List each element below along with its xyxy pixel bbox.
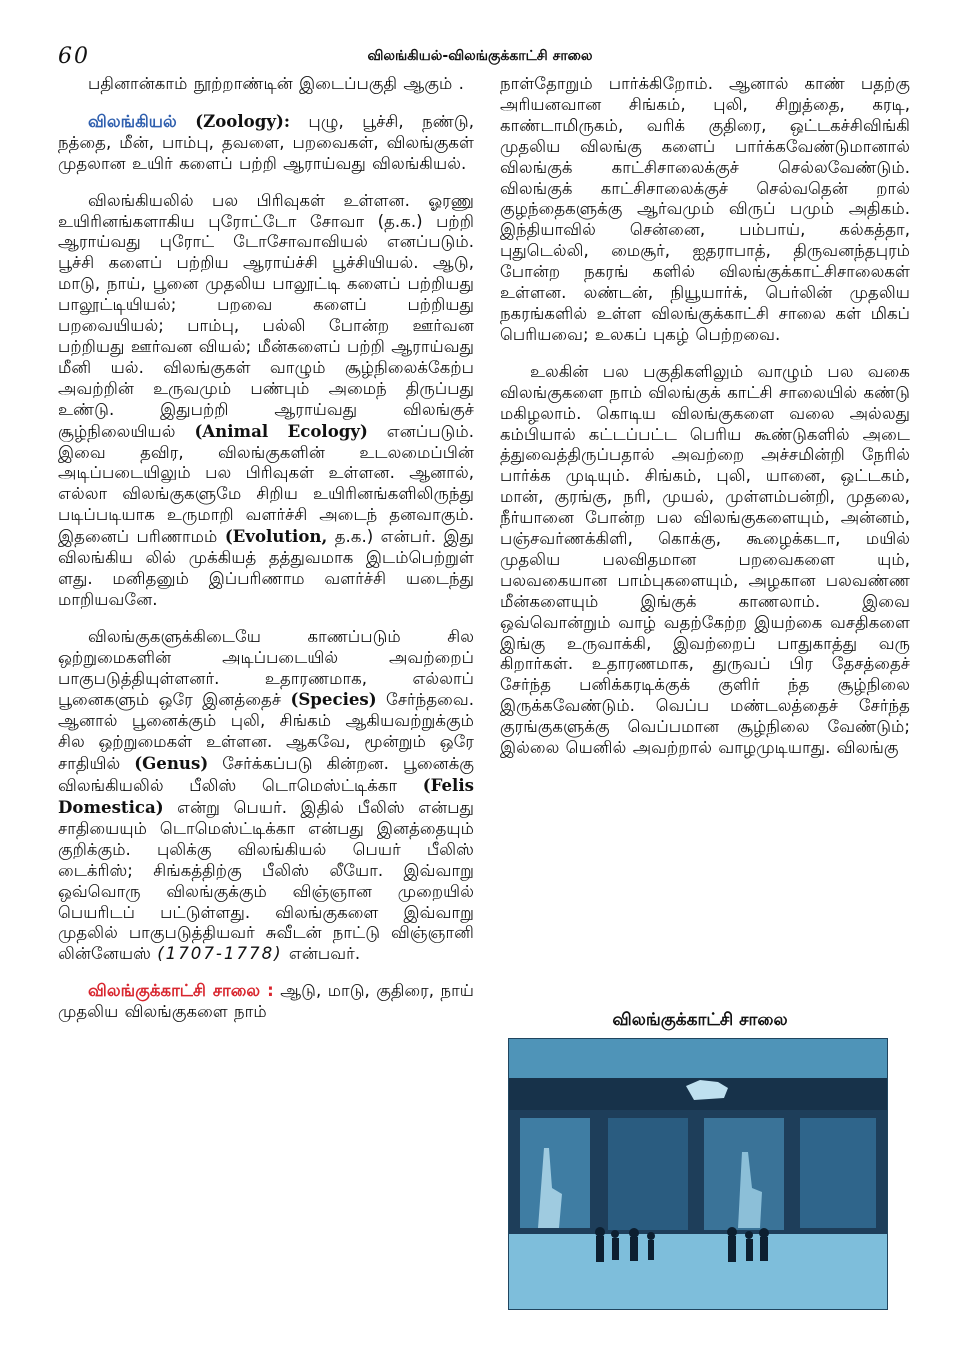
zoo-photo bbox=[508, 1038, 888, 1310]
zoology-definition bbox=[58, 111, 474, 175]
paragraph bbox=[58, 627, 474, 966]
years: (1707-1778) bbox=[157, 944, 283, 964]
left-column bbox=[58, 74, 474, 1039]
paragraph-text: சேர்ந்தவை. ஆனால் பூனைக்கும் புலி, சிங்கம் ஆகியவற்றுக்கும் சில ஒற்றுமைகள் உள்ளன. ஆகவே, மூன்றும் ஒரே சாதியில் bbox=[58, 690, 474, 774]
paragraph: நாள்தோறும் பார்க்கிறோம். ஆனால் காண் பதற்கு அரியனவான சிங்கம், புலி, சிறுத்தை, கரடி, காண்டாமிருகம், வரிக் குதிரை, ஒட்டகச்சிவிங்கி முதலிய விலங்கு களைப் பார்க்கவேண்டுமானால் விலங்குக் காட்சிசாலைக்குச் செல்லவேண்டும். விலங்குக் காட்சிசாலைக்குச் செல்வதென் றால் குழந்தைகளுக்கு ஆர்வமும் விருப் பமும் அதிகம். இந்தியாவில் சென்னை, பம்பாய், கல்கத்தா, புதுடெல்லி, மைசூர், ஐதராபாத், திருவனந்தபுரம் போன்ற நகரங் களில் விலங்குக்காட்சிசாலைகள் உள்ளன. லண்டன், நியூயார்க், பெர்லின் முதலிய நகரங்களில் உள்ள விலங்குக்காட்சி சாலை கள் மிகப் பெரியவை; உலகப் புகழ் பெற்றவை. bbox=[500, 74, 910, 344]
latin-term: (Evolution, bbox=[224, 526, 328, 547]
zoo-definition bbox=[58, 981, 474, 1023]
paragraph: பதினான்காம் நூற்றாண்டின் இடைப்பகுதி ஆகும் . bbox=[88, 74, 464, 93]
latin-term: (Species) bbox=[290, 689, 377, 710]
paragraph-text: என்பவர். bbox=[282, 944, 361, 964]
latin-term: (Animal Ecology) bbox=[194, 420, 368, 441]
paragraph-text: விலங்கியலில் பல பிரிவுகள் உள்ளன. ஓரணு உயிரினங்களாகிய புரோட்டோ சோவா (த.க.) பற்றி ஆராய்வது புரோட் டோசோவாவியல் எனப்படும். பூச்சி களைப் பற்றிய ஆராய்ச்சி பூச்சியியல். ஆடு, மாடு, நாய், பூனை முதலிய பாலூட்டி களைப் பற்றியது பாலூட்டியியல்; பறவை களைப் பற்றியது பறவையியல்; பாம்பு, பல்லி போன்ற ஊர்வன பற்றியது ஊர்வன வியல்; மீன்களைப் பற்றி ஆராய்வது மீனி யல். விலங்குகள் வாழும் சூழ்நிலைக்கேற்ப அவற்றின் உருவமும் பண்பும் அமைந் திருப்பது உண்டு. இதுபற்றி ஆராய்வது விலங்குச் சூழ்நிலையியல் bbox=[58, 190, 474, 441]
running-head: விலங்கியல்-விலங்குக்காட்சி சாலை bbox=[367, 48, 593, 64]
paragraph-text: என்று பெயர். இதில் பீலிஸ் என்பது சாதியையும் டொமெஸ்ட்டிக்கா என்பது இனத்தையும் குறிக்கும். புலிக்கு விலங்கியல் பெயர் பீலிஸ் டைக்ரிஸ்; சிங்கத்திற்கு பீலிஸ் லீயோ. இவ்வாறு ஒவ்வொரு விலங்குக்கும் விஞ்ஞான முறையில் பெயரிடப் பட்டுள்ளது. விலங்குகளை இவ்வாறு முதலில் பாகுபடுத்தியவர் சுவீடன் நாட்டு விஞ்ஞானி லின்னேயஸ் bbox=[58, 798, 474, 964]
figure-caption: விலங்குக்காட்சி சாலை bbox=[612, 1010, 788, 1030]
paragraph-text: விலங்குகளுக்கிடையே காணப்படும் சில ஒற்றுமைகளின் அடிப்படையில் அவற்றைப் பாகுபடுத்தியுள்ளனர். உதாரணமாக, எல்லாப் பூனைகளும் ஒரே இனத்தைச் bbox=[58, 626, 474, 710]
paragraph-text: சேர்க்கப்படு கின்றன. பூனைக்கு விலங்கியலில் பீலிஸ் டொமெஸ்ட்டிக்கா bbox=[58, 754, 475, 796]
paragraph-text: எனப்படும். இவை தவிர, விலங்குகளின் உடலமைப்பின் அடிப்படையிலும் பல பிரிவுகள் உள்ளன. ஆனால், எல்லா விலங்குகளுமே சிறிய உயிரினங்களிலிருந்து படிப்படியாக உருமாறி வளர்ச்சி அடைந் தனவாகும். இதனைப் பரிணாமம் bbox=[58, 421, 474, 547]
paragraph-text: த.க.) என்பர். இது விலங்கிய லில் முக்கியத் தத்துவமாக இடம்பெற்றுள் ளது. மனிதனும் இப்பரிணாம வளர்ச்சி யடைந்து மாறியவனே. bbox=[58, 527, 474, 609]
latin-term: (Genus) bbox=[134, 753, 209, 774]
latin-term: (Felis Domestica) bbox=[58, 775, 474, 817]
page-number: 60 bbox=[58, 44, 90, 69]
paragraph-text: புழு, பூச்சி, நண்டு, நத்தை, மீன், பாம்பு, தவளை, பறவைகள், விலங்குகள் முதலான உயிர் களைப் பற்றி ஆராய்வது விலங்கியல். bbox=[58, 111, 474, 173]
term-zoo: விலங்குக்காட்சி சாலை : bbox=[88, 981, 274, 1001]
paragraph: உலகின் பல பகுதிகளிலும் வாழும் பல வகை விலங்குகளை நாம் விலங்குக் காட்சி சாலையில் கண்டு மகிழலாம். கொடிய விலங்குகளை வலை அல்லது கம்பியால் கட்டப்பட்ட பெரிய கூண்டுகளில் அடை த்துவைத்திருப்பதால் அவற்றை அச்சமின்றி நேரில் பார்க்க முடியும். சிங்கம், புலி, யானை, ஒட்டகம், மான், குரங்கு, நரி, முயல், முள்ளம்பன்றி, முதலை, நீர்யானை போன்ற பல விலங்குகளையும், அன்னம், பஞ்சவர்ணக்கிளி, கொக்கு, கூழைக்கடா, மயில் முதலிய பலவிதமான பறவைகளை யும், பலவகையான பாம்புகளையும், அழகான பலவண்ண மீன்களையும் இங்குக் காணலாம். இவை ஒவ்வொன்றும் வாழ் வதற்கேற்ற இயற்கை வசதிகளை இங்கு உருவாக்கி, இவற்றைப் பாதுகாத்து வரு கிறார்கள். உதாரணமாக, துருவப் பிர தேசத்தைச் சேர்ந்த பனிக்கரடிக்குக் குளிர் ந்த சூழ்நிலை இருக்கவேண்டும். வெப்ப மண்டலத்தைச் சேர்ந்த குரங்குகளுக்கு வெப்பமான சூழ்நிலை வேண்டும்; இல்லை யெனில் அவற்றால் வாழமுடியாது. விலங்கு bbox=[500, 361, 910, 758]
term-zoology: விலங்கியல் bbox=[88, 111, 177, 131]
right-column bbox=[500, 74, 910, 775]
latin-term: (Zoology): bbox=[195, 110, 290, 131]
paragraph-text: ஆடு, மாடு, குதிரை, நாய் முதலிய விலங்குகளை நாம் bbox=[58, 981, 474, 1022]
zoo-photo-illustration bbox=[508, 1038, 888, 1310]
paragraph bbox=[58, 191, 474, 611]
